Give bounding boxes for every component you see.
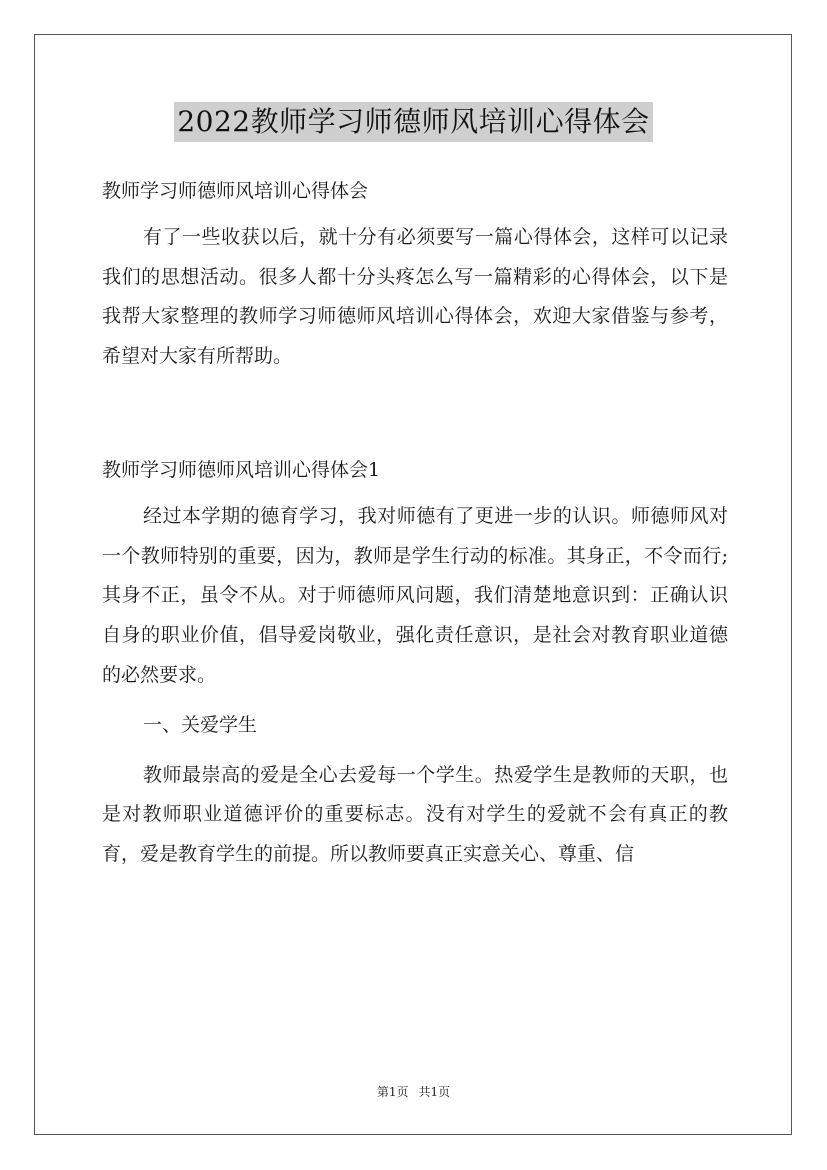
title-container [0,102,827,142]
document-subtitle: 教师学习师德师风培训心得体会 [102,180,369,202]
page-number-total: 共1页 [418,1085,451,1099]
spacer [102,746,728,756]
page-number-current: 第1页 [376,1085,409,1099]
body-paragraph-1: 经过本学期的德育学习，我对师德有了更进一步的认识。师德师风对一个教师特别的重要，因为，教师是学生行动的标准。其身正，不令而行;其身不正，虽令不从。对于师德师风问题，我们清楚地意识到：正确认识自身的职业价值，倡导爱岗敬业，强化责任意识，是社会对教育职业道德的必然要求。 [102,504,728,686]
point-heading-1: 一、关爱学生 [143,713,258,736]
document-body [102,172,728,875]
document-title: 2022教师学习师德师风培训心得体会 [174,102,652,142]
intro-paragraph: 有了一些收获以后，就十分有必须要写一篇心得体会，这样可以记录我们的思想活动。很多人都十分头疼怎么写一篇精彩的心得体会，以下是我帮大家整理的教师学习师德师风培训心得体会，欢迎大家借鉴与参考，希望对大家有所帮助。 [102,225,728,368]
spacer [102,377,728,451]
page-footer [0,1083,827,1100]
spacer [102,696,728,706]
body-paragraph-2: 教师最崇高的爱是全心去爱每一个学生。热爱学生是教师的天职，也是对教师职业道德评价的重要标志。没有对学生的爱就不会有真正的教育，爱是教育学生的前提。所以教师要真正实意关心、尊重、信 [102,763,728,866]
section-heading: 教师学习师德师风培训心得体会1 [102,458,381,481]
